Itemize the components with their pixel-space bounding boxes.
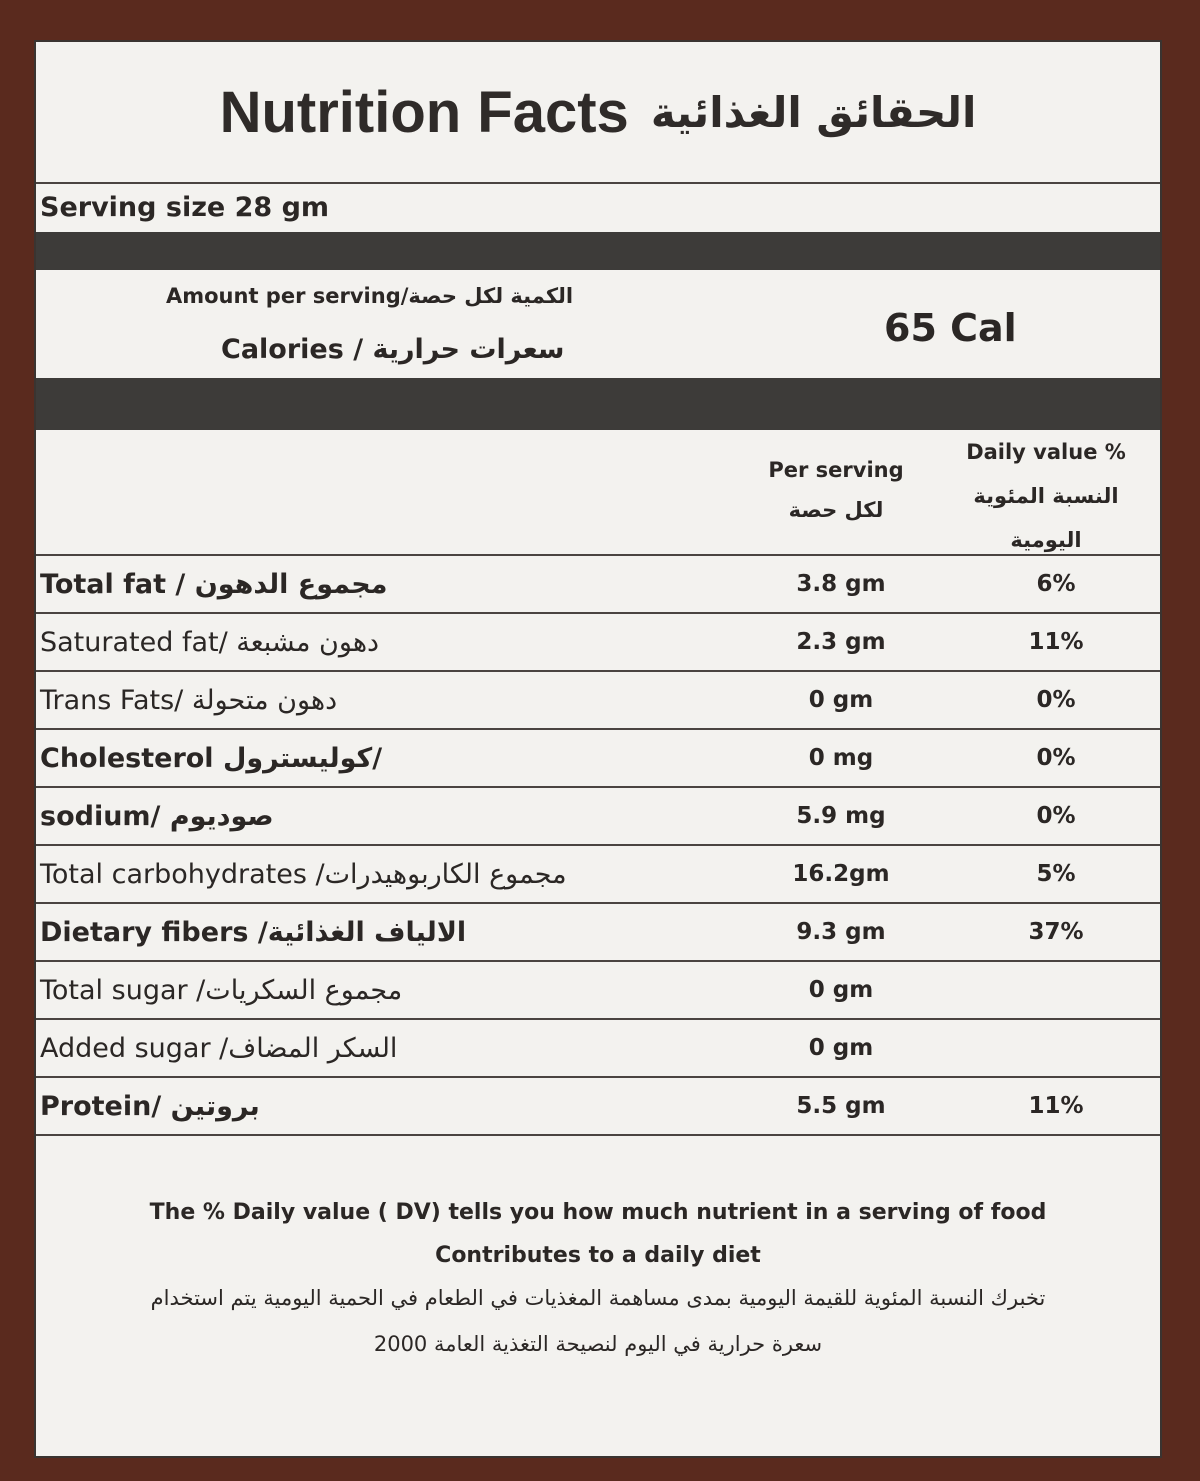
nutrient-name: Cholesterol كوليسترول/: [40, 742, 383, 774]
table-row: [36, 672, 1160, 730]
table-row: [36, 1020, 1160, 1078]
per-serving-value: 16.2gm: [792, 861, 890, 887]
nutrient-table: [36, 556, 1160, 1136]
divider-bar: [36, 232, 1160, 270]
table-row: [36, 1078, 1160, 1136]
per-serving-value: 3.8 gm: [796, 571, 886, 597]
per-serving-value: 5.9 mg: [796, 803, 886, 829]
daily-value: 0%: [1036, 687, 1076, 713]
daily-value-header-ar1: النسبة المئوية: [973, 484, 1119, 508]
serving-size-label: Serving size 28 gm: [40, 191, 330, 223]
per-serving-header-en: Per serving: [768, 458, 904, 482]
title-arabic: الحقائق الغذائية: [650, 87, 977, 137]
footnote-ar-line2: سعرة حرارية في اليوم لنصيحة التغذية العامة 2000: [373, 1332, 823, 1356]
table-row: [36, 556, 1160, 614]
daily-value: [981, 1020, 1131, 1076]
divider-bar: [36, 378, 1160, 430]
table-row: [36, 788, 1160, 846]
nutrient-name: Saturated fat/ دهون مشبعة: [40, 626, 380, 658]
per-serving-header-ar: لكل حصة: [788, 498, 884, 522]
nutrient-name: Total carbohydrates /مجموع الكاربوهيدرات: [40, 858, 567, 890]
nutrient-name: sodium/ صوديوم: [40, 800, 274, 832]
table-row: [36, 962, 1160, 1020]
title-row: [36, 42, 1160, 184]
nutrient-name: Dietary fibers /الالياف الغذائية: [40, 916, 467, 948]
per-serving-value: 5.5 gm: [796, 1093, 886, 1119]
nutrient-name: Total sugar /مجموع السكريات: [40, 974, 403, 1006]
table-row: [36, 904, 1160, 962]
nutrient-name: Trans Fats/ دهون متحولة: [40, 684, 338, 716]
per-serving-value: 0 gm: [808, 977, 874, 1003]
daily-value: 5%: [1036, 861, 1076, 887]
per-serving-value: 0 gm: [808, 687, 874, 713]
per-serving-value: 9.3 gm: [796, 919, 886, 945]
table-row: [36, 730, 1160, 788]
amount-per-serving-label: Amount per serving/الكمية لكل حصة: [166, 284, 574, 308]
per-serving-header: [736, 450, 936, 530]
per-serving-value: 0 gm: [808, 1035, 874, 1061]
per-serving-value: 0 mg: [808, 745, 874, 771]
daily-value: 11%: [1028, 629, 1084, 655]
daily-value-header: [946, 430, 1146, 562]
daily-value: 11%: [1028, 1093, 1084, 1119]
daily-value: 37%: [1028, 919, 1084, 945]
daily-value: 0%: [1036, 745, 1076, 771]
serving-size-row: [36, 182, 1160, 232]
nutrition-label: [34, 40, 1162, 1458]
table-row: [36, 846, 1160, 904]
per-serving-value: 2.3 gm: [796, 629, 886, 655]
daily-value-header-ar2: اليومية: [1010, 528, 1082, 552]
daily-value-footnote: [36, 1182, 1160, 1356]
calories-block: [36, 270, 1160, 378]
nutrient-name: Protein/ بروتين: [40, 1090, 260, 1122]
nutrient-name: Total fat / مجموع الدهون: [40, 568, 388, 600]
footnote-en-line2: Contributes to a daily diet: [435, 1243, 761, 1268]
daily-value: 6%: [1036, 571, 1076, 597]
daily-value-header-en: Daily value %: [966, 440, 1126, 464]
title-english: Nutrition Facts: [219, 79, 629, 145]
daily-value: [981, 962, 1131, 1018]
footnote-en-line1: The % Daily value ( DV) tells you how much nutrient in a serving of food: [149, 1200, 1047, 1225]
footnote-ar-line1: تخبرك النسبة المئوية للقيمة اليومية بمدى مساهمة المغذيات في الطعام في الحمية اليومية يتم استخدام: [150, 1286, 1046, 1310]
daily-value: 0%: [1036, 803, 1076, 829]
calories-label: Calories / سعرات حرارية: [221, 334, 565, 365]
column-headers: [36, 430, 1160, 556]
calories-value: 65 Cal: [884, 306, 1017, 350]
nutrient-name: Added sugar /السكر المضاف: [40, 1032, 398, 1064]
table-row: [36, 614, 1160, 672]
